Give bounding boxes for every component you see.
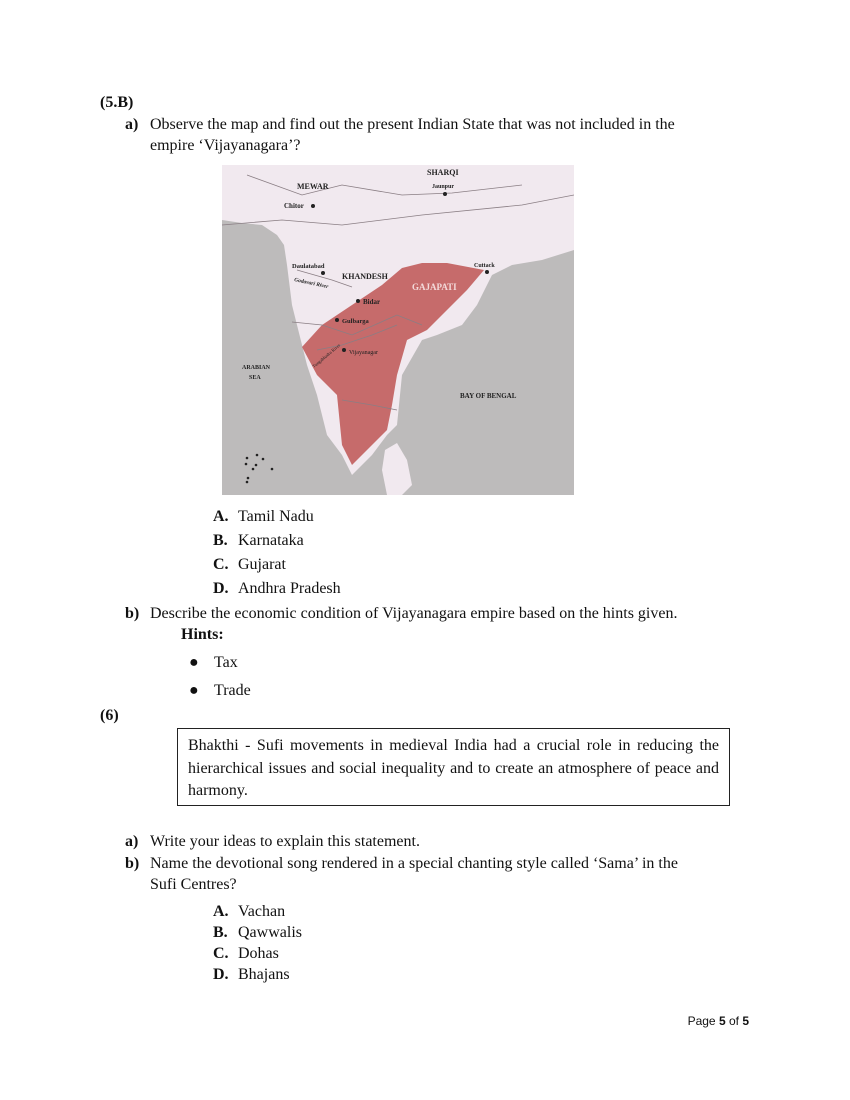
option-text: Vachan [238, 903, 286, 920]
question-text: empire ‘Vijayanagara’? [150, 137, 301, 154]
bullet-icon: ● [189, 654, 199, 671]
option-letter: A. [213, 903, 229, 920]
option-letter: D. [213, 966, 229, 983]
option-c[interactable] [213, 945, 279, 963]
option-text: Karnataka [238, 532, 304, 549]
label-khandesh: KHANDESH [342, 272, 388, 281]
option-d[interactable] [213, 966, 290, 984]
label-sea: SEA [249, 375, 261, 381]
option-a[interactable] [213, 508, 314, 526]
label-mewar: MEWAR [297, 182, 329, 191]
page-number [688, 1014, 749, 1028]
option-text: Qawwalis [238, 924, 302, 941]
option-letter: D. [213, 580, 229, 597]
question-text: Write your ideas to explain this statement. [150, 833, 420, 850]
option-letter: C. [213, 945, 229, 962]
option-letter: A. [213, 508, 229, 525]
hint-item: Trade [214, 682, 251, 699]
option-text: Tamil Nadu [238, 508, 314, 525]
label-chitor: Chitor [284, 202, 304, 210]
question-number: (5.B) [100, 94, 134, 111]
page-current: 5 [718, 1014, 726, 1028]
label-godavari: Godavari River [293, 277, 329, 291]
question-text: Describe the economic condition of Vijayanagara empire based on the hints given. [150, 605, 678, 622]
option-d[interactable] [213, 580, 341, 598]
label-sharqi: SHARQI [427, 168, 459, 177]
label-arabian: ARABIAN [242, 365, 271, 371]
label-gajapati: GAJAPATI [412, 282, 457, 292]
subquestion-label: a) [125, 833, 139, 850]
label-bay-of-bengal: BAY OF BENGAL [460, 392, 517, 400]
label-bidar: Bidar [363, 298, 381, 306]
page-prefix: Page [687, 1014, 719, 1028]
page-total: 5 [742, 1014, 749, 1028]
question-text: Observe the map and find out the present Indian State that was not included in the [150, 116, 675, 133]
label-jaunpur: Jaunpur [432, 184, 455, 190]
option-text: Andhra Pradesh [238, 580, 341, 597]
label-tungabhadra: Tungabhadra River [311, 342, 342, 369]
question-number: (6) [100, 707, 119, 724]
option-text: Gujarat [238, 556, 286, 573]
subquestion-label: b) [125, 855, 140, 872]
subquestion-label: a) [125, 116, 139, 133]
option-letter: B. [213, 924, 228, 941]
label-cuttack: Cuttack [474, 263, 495, 269]
question-text: Sufi Centres? [150, 876, 237, 893]
label-gulbarga: Gulbarga [342, 318, 369, 325]
vijayanagara-map [222, 165, 574, 495]
question-text: Name the devotional song rendered in a special chanting style called ‘Sama’ in the [150, 855, 678, 872]
hints-label: Hints: [181, 626, 224, 643]
option-letter: B. [213, 532, 228, 549]
option-letter: C. [213, 556, 229, 573]
option-text: Dohas [238, 945, 279, 962]
page-of: of [725, 1014, 743, 1028]
subquestion-label: b) [125, 605, 140, 622]
option-b[interactable] [213, 924, 302, 942]
option-text: Bhajans [238, 966, 290, 983]
hint-item: Tax [214, 654, 238, 671]
bullet-icon: ● [189, 682, 199, 699]
label-daulatabad: Daulatabad [292, 263, 325, 270]
option-b[interactable] [213, 532, 304, 550]
option-a[interactable] [213, 903, 285, 921]
statement-box: Bhakthi - Sufi movements in medieval India had a crucial role in reducing the hierarchical issues and social inequality and to create an atmosphere of peace and harmony. [177, 728, 730, 806]
option-c[interactable] [213, 556, 286, 574]
label-vijayanagar: Vijayanagar [349, 350, 378, 356]
